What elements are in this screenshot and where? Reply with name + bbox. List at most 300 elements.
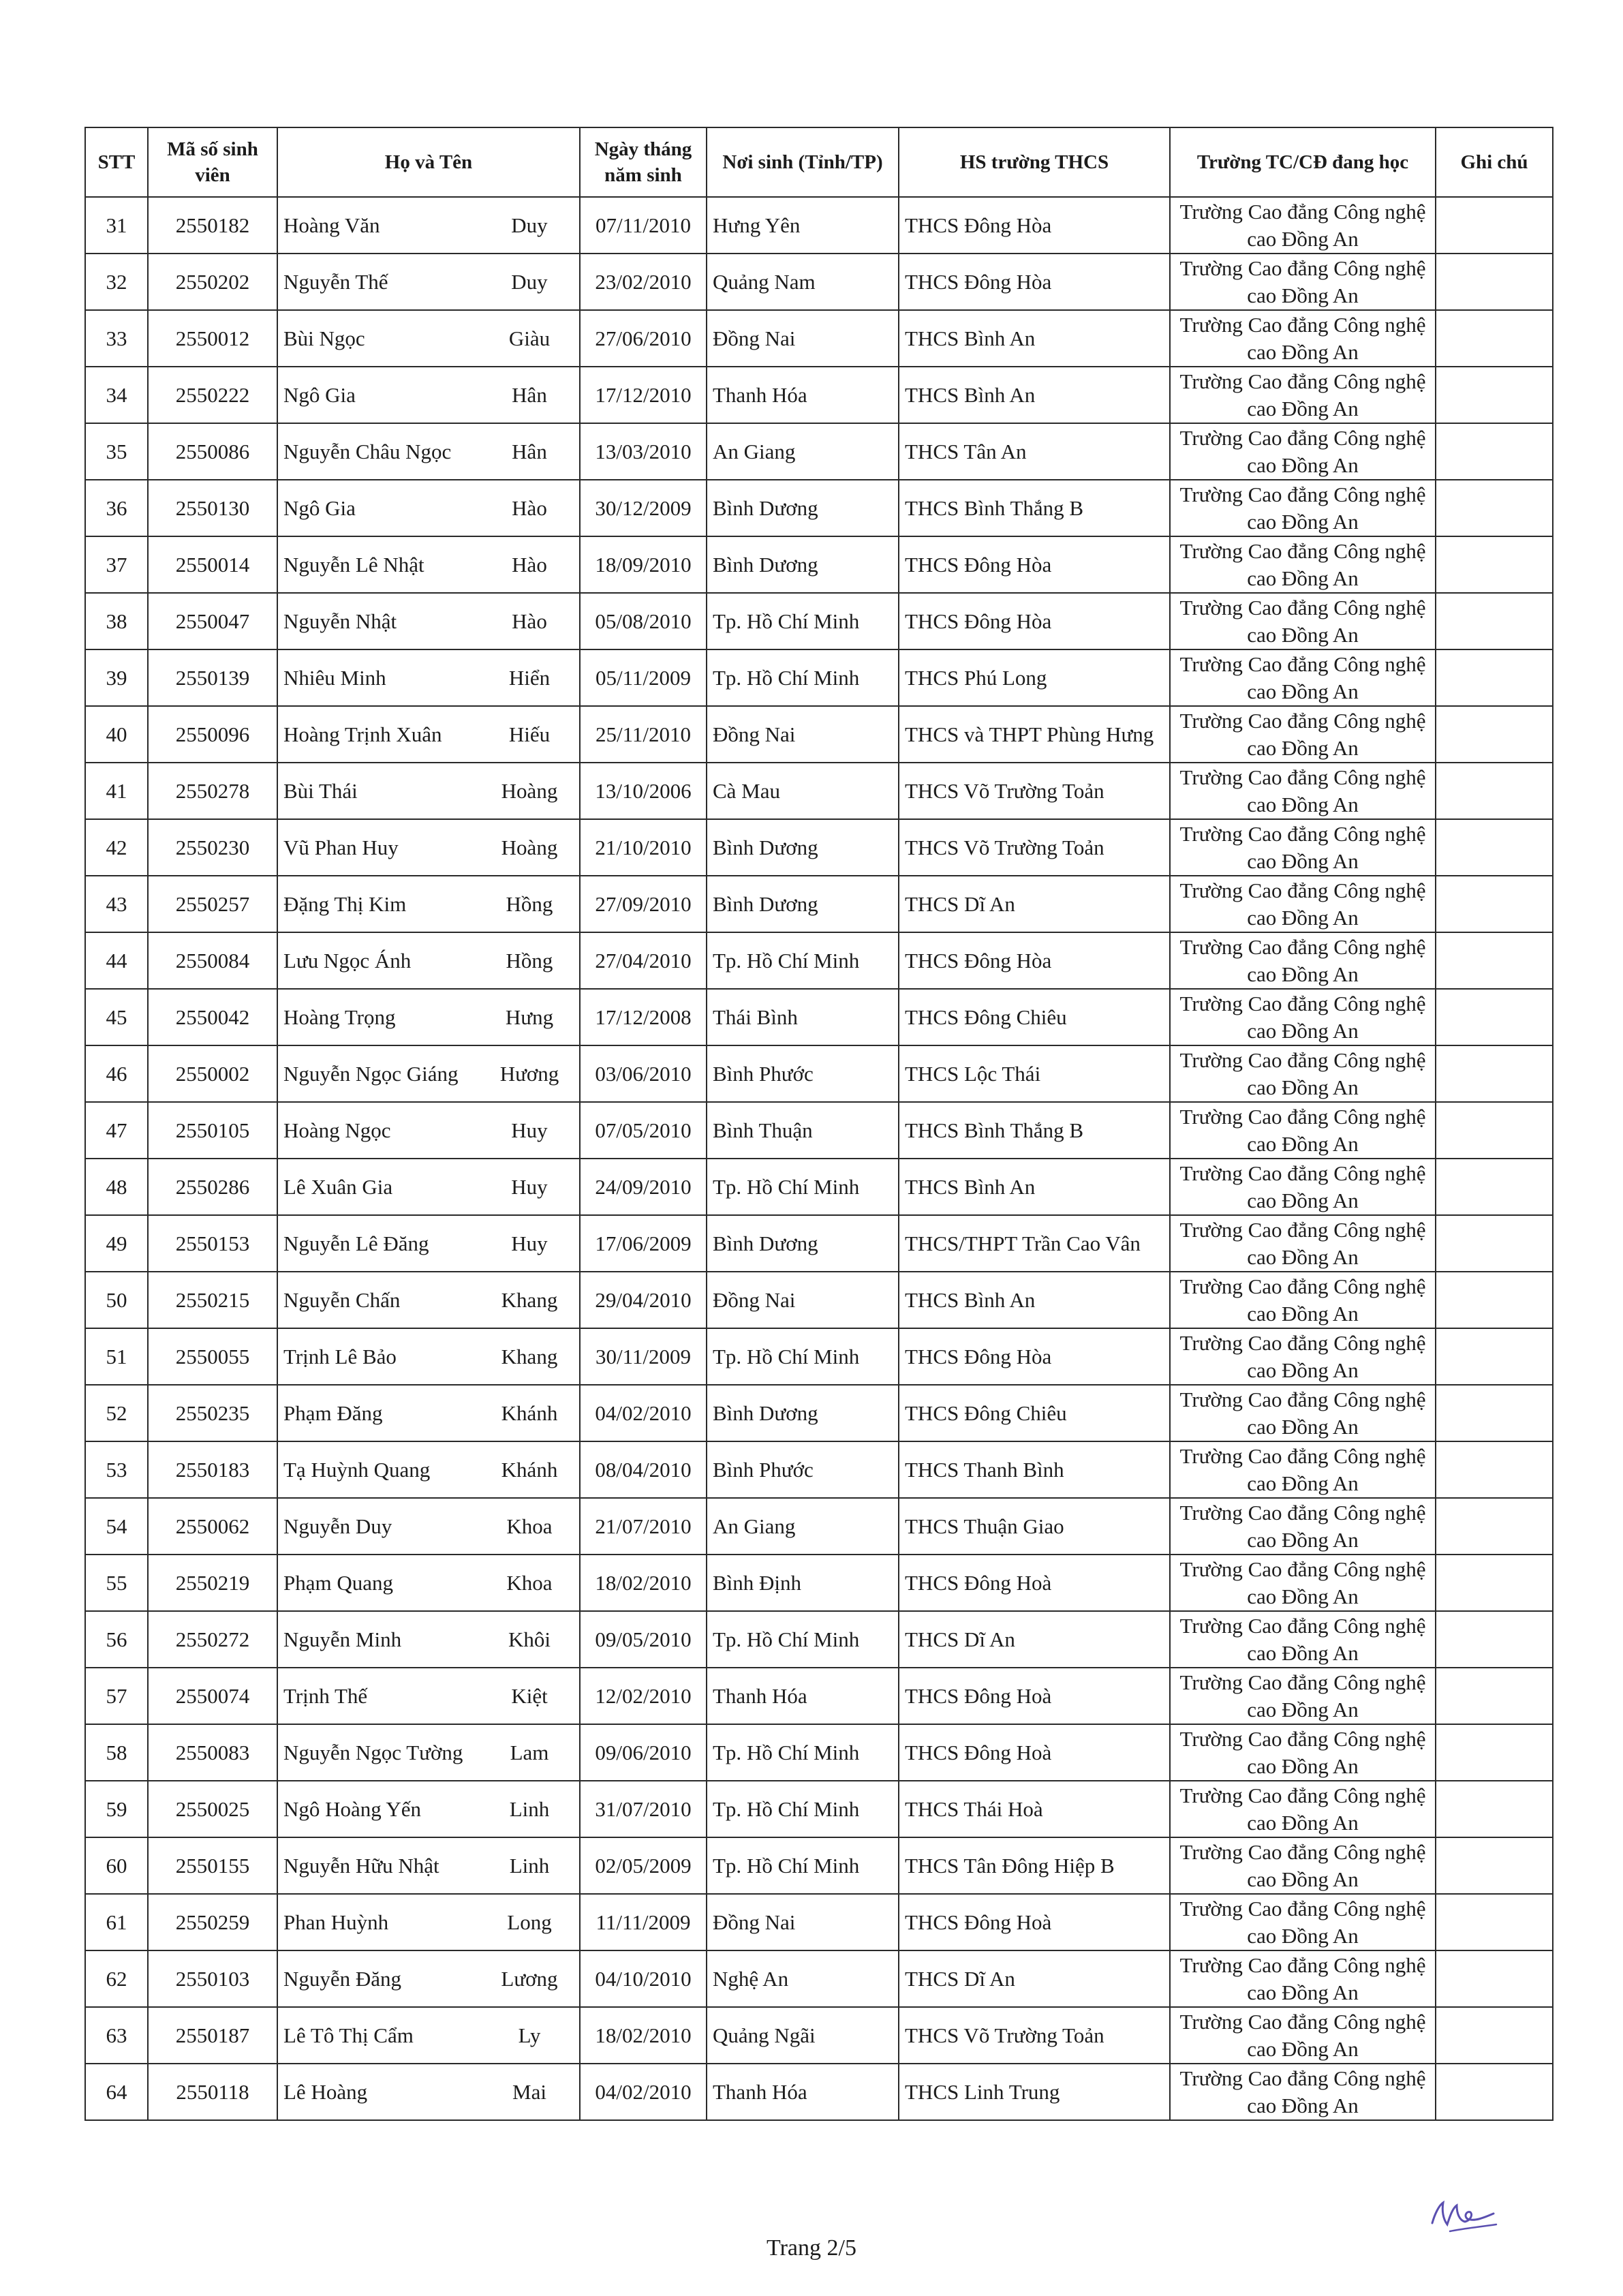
cell-middle-school: THCS Tân Đông Hiệp B [899, 1837, 1170, 1894]
cell-given-name: Duy [511, 213, 548, 237]
cell-given-name: Mai [512, 2079, 546, 2104]
table-header [85, 127, 1553, 197]
cell-stt: 43 [85, 876, 148, 932]
cell-student-id: 2550083 [148, 1724, 277, 1781]
table-row [85, 1498, 1553, 1555]
cell-notes [1436, 1724, 1553, 1781]
cell-notes [1436, 1837, 1553, 1894]
cell-family-name: Ngô Hoàng Yến [283, 1796, 422, 1821]
cell-stt: 39 [85, 649, 148, 706]
cell-birth-date: 23/02/2010 [580, 254, 707, 310]
cell-birth-date: 27/06/2010 [580, 310, 707, 367]
name-wrapper [283, 666, 574, 690]
cell-stt: 35 [85, 423, 148, 480]
cell-current-school: Trường Cao đẳng Công nghệ cao Đồng An [1170, 367, 1436, 423]
cell-student-id: 2550230 [148, 819, 277, 876]
cell-family-name: Phạm Đăng [283, 1400, 383, 1425]
cell-notes [1436, 1498, 1553, 1555]
cell-birth-date: 12/02/2010 [580, 1668, 707, 1724]
cell-student-id: 2550257 [148, 876, 277, 932]
cell-current-school: Trường Cao đẳng Công nghệ cao Đồng An [1170, 706, 1436, 763]
cell-given-name: Lương [501, 1966, 558, 1991]
name-wrapper [283, 1967, 574, 1991]
cell-notes [1436, 1894, 1553, 1950]
cell-given-name: Hân [512, 439, 547, 463]
cell-student-id: 2550202 [148, 254, 277, 310]
cell-given-name: Hiển [508, 665, 551, 690]
cell-birth-date: 18/09/2010 [580, 536, 707, 593]
header-stt: STT [85, 127, 148, 197]
name-wrapper [283, 1118, 574, 1143]
cell-student-id: 2550074 [148, 1668, 277, 1724]
cell-birth-date: 04/02/2010 [580, 1385, 707, 1441]
cell-birth-date: 07/05/2010 [580, 1102, 707, 1159]
cell-stt: 37 [85, 536, 148, 593]
cell-birth-place: Bình Dương [707, 819, 899, 876]
cell-stt: 41 [85, 763, 148, 819]
cell-student-id: 2550012 [148, 310, 277, 367]
cell-birth-place: Bình Dương [707, 1215, 899, 1272]
cell-given-name: Hương [499, 1061, 559, 1086]
cell-family-name: Lê Hoàng [283, 2079, 368, 2104]
cell-current-school: Trường Cao đẳng Công nghệ cao Đồng An [1170, 1441, 1436, 1498]
cell-full-name [277, 367, 580, 423]
cell-current-school: Trường Cao đẳng Công nghệ cao Đồng An [1170, 1272, 1436, 1328]
cell-middle-school: THCS Đông Chiêu [899, 1385, 1170, 1441]
name-wrapper [283, 1684, 574, 1709]
cell-current-school: Trường Cao đẳng Công nghệ cao Đồng An [1170, 1555, 1436, 1611]
table-row [85, 254, 1553, 310]
cell-student-id: 2550278 [148, 763, 277, 819]
cell-current-school: Trường Cao đẳng Công nghệ cao Đồng An [1170, 1894, 1436, 1950]
cell-student-id: 2550235 [148, 1385, 277, 1441]
cell-full-name [277, 1215, 580, 1272]
cell-notes [1436, 254, 1553, 310]
cell-middle-school: THCS Đông Hoà [899, 1894, 1170, 1950]
cell-given-name: Khang [501, 1344, 558, 1368]
cell-family-name: Tạ Huỳnh Quang [283, 1457, 431, 1482]
cell-birth-place: Tp. Hồ Chí Minh [707, 932, 899, 989]
cell-current-school: Trường Cao đẳng Công nghệ cao Đồng An [1170, 1498, 1436, 1555]
cell-stt: 63 [85, 2007, 148, 2064]
cell-birth-date: 13/03/2010 [580, 423, 707, 480]
cell-current-school: Trường Cao đẳng Công nghệ cao Đồng An [1170, 480, 1436, 536]
cell-middle-school: THCS Đông Hoà [899, 1555, 1170, 1611]
cell-full-name [277, 1724, 580, 1781]
header-middle-school: HS trường THCS [899, 127, 1170, 197]
cell-notes [1436, 1611, 1553, 1668]
cell-family-name: Hoàng Ngọc [283, 1118, 391, 1142]
name-wrapper [283, 1910, 574, 1935]
cell-birth-date: 07/11/2010 [580, 197, 707, 254]
name-wrapper [283, 383, 574, 408]
cell-stt: 50 [85, 1272, 148, 1328]
cell-middle-school: THCS Đông Hoà [899, 1724, 1170, 1781]
cell-middle-school: THCS Bình An [899, 1159, 1170, 1215]
cell-student-id: 2550182 [148, 197, 277, 254]
cell-student-id: 2550219 [148, 1555, 277, 1611]
table-row [85, 1045, 1553, 1102]
cell-student-id: 2550047 [148, 593, 277, 649]
cell-notes [1436, 1159, 1553, 1215]
cell-family-name: Nguyễn Lê Đăng [283, 1231, 429, 1255]
table-row [85, 197, 1553, 254]
cell-middle-school: THCS Đông Hòa [899, 254, 1170, 310]
cell-birth-place: Bình Phước [707, 1441, 899, 1498]
cell-given-name: Khoa [506, 1570, 553, 1595]
table-row [85, 1724, 1553, 1781]
table-row [85, 989, 1553, 1045]
cell-current-school: Trường Cao đẳng Công nghệ cao Đồng An [1170, 310, 1436, 367]
cell-notes [1436, 1668, 1553, 1724]
cell-birth-place: Tp. Hồ Chí Minh [707, 593, 899, 649]
cell-birth-date: 21/07/2010 [580, 1498, 707, 1555]
page-number: Trang 2/5 [767, 2235, 856, 2261]
cell-birth-date: 29/04/2010 [580, 1272, 707, 1328]
cell-given-name: Hoàng [501, 778, 558, 803]
cell-family-name: Nguyễn Minh [283, 1627, 402, 1651]
name-wrapper [283, 892, 574, 917]
cell-full-name [277, 310, 580, 367]
cell-family-name: Hoàng Trịnh Xuân [283, 722, 442, 746]
cell-birth-place: Đồng Nai [707, 310, 899, 367]
cell-notes [1436, 1441, 1553, 1498]
cell-current-school: Trường Cao đẳng Công nghệ cao Đồng An [1170, 2007, 1436, 2064]
cell-notes [1436, 1102, 1553, 1159]
table-row [85, 1668, 1553, 1724]
cell-birth-date: 05/08/2010 [580, 593, 707, 649]
cell-birth-place: Thái Bình [707, 989, 899, 1045]
name-wrapper [283, 1854, 574, 1878]
cell-current-school: Trường Cao đẳng Công nghệ cao Đồng An [1170, 819, 1436, 876]
cell-stt: 33 [85, 310, 148, 367]
cell-given-name: Hào [512, 609, 547, 633]
table-row [85, 1781, 1553, 1837]
header-full-name: Họ và Tên [277, 127, 580, 197]
cell-middle-school: THCS Đông Hòa [899, 932, 1170, 989]
cell-full-name [277, 1781, 580, 1837]
cell-full-name [277, 1385, 580, 1441]
cell-student-id: 2550096 [148, 706, 277, 763]
cell-birth-place: An Giang [707, 423, 899, 480]
cell-birth-date: 30/12/2009 [580, 480, 707, 536]
table-row [85, 1950, 1553, 2007]
header-current-school: Trường TC/CĐ đang học [1170, 127, 1436, 197]
cell-birth-place: Bình Dương [707, 480, 899, 536]
cell-stt: 48 [85, 1159, 148, 1215]
cell-birth-place: Quảng Nam [707, 254, 899, 310]
cell-birth-date: 11/11/2009 [580, 1894, 707, 1950]
table-row [85, 1215, 1553, 1272]
cell-family-name: Lê Xuân Gia [283, 1174, 393, 1199]
cell-stt: 40 [85, 706, 148, 763]
cell-notes [1436, 367, 1553, 423]
cell-stt: 64 [85, 2064, 148, 2120]
cell-full-name [277, 1668, 580, 1724]
table-row [85, 367, 1553, 423]
cell-birth-place: Thanh Hóa [707, 1668, 899, 1724]
cell-full-name [277, 1950, 580, 2007]
cell-birth-date: 27/09/2010 [580, 876, 707, 932]
cell-family-name: Lê Tô Thị Cẩm [283, 2023, 414, 2047]
cell-birth-date: 24/09/2010 [580, 1159, 707, 1215]
cell-full-name [277, 536, 580, 593]
cell-family-name: Nguyễn Châu Ngọc [283, 439, 452, 463]
cell-middle-school: THCS Đông Chiêu [899, 989, 1170, 1045]
cell-current-school: Trường Cao đẳng Công nghệ cao Đồng An [1170, 536, 1436, 593]
cell-current-school: Trường Cao đẳng Công nghệ cao Đồng An [1170, 423, 1436, 480]
cell-given-name: Khoa [506, 1514, 553, 1538]
table-body [85, 197, 1553, 2120]
cell-given-name: Khánh [501, 1457, 558, 1482]
cell-notes [1436, 197, 1553, 254]
cell-notes [1436, 989, 1553, 1045]
cell-given-name: Hưng [505, 1005, 554, 1029]
cell-stt: 45 [85, 989, 148, 1045]
cell-student-id: 2550139 [148, 649, 277, 706]
cell-stt: 59 [85, 1781, 148, 1837]
cell-notes [1436, 1045, 1553, 1102]
header-birth-date: Ngày tháng năm sinh [580, 127, 707, 197]
cell-current-school: Trường Cao đẳng Công nghệ cao Đồng An [1170, 932, 1436, 989]
cell-stt: 47 [85, 1102, 148, 1159]
cell-student-id: 2550014 [148, 536, 277, 593]
cell-given-name: Ly [518, 2023, 541, 2047]
cell-student-id: 2550187 [148, 2007, 277, 2064]
cell-given-name: Hân [512, 382, 547, 407]
name-wrapper [283, 1288, 574, 1313]
name-wrapper [283, 1741, 574, 1765]
cell-stt: 42 [85, 819, 148, 876]
table-row [85, 1272, 1553, 1328]
table-row [85, 480, 1553, 536]
cell-birth-place: Thanh Hóa [707, 2064, 899, 2120]
cell-stt: 60 [85, 1837, 148, 1894]
cell-current-school: Trường Cao đẳng Công nghệ cao Đồng An [1170, 1215, 1436, 1272]
name-wrapper [283, 722, 574, 747]
cell-student-id: 2550002 [148, 1045, 277, 1102]
cell-stt: 46 [85, 1045, 148, 1102]
cell-birth-place: Đồng Nai [707, 706, 899, 763]
cell-middle-school: THCS/THPT Trần Cao Vân [899, 1215, 1170, 1272]
cell-family-name: Nguyễn Ngọc Tường [283, 1740, 463, 1764]
cell-stt: 62 [85, 1950, 148, 2007]
cell-birth-date: 08/04/2010 [580, 1441, 707, 1498]
cell-middle-school: THCS Phú Long [899, 649, 1170, 706]
cell-birth-date: 09/06/2010 [580, 1724, 707, 1781]
name-wrapper [283, 1175, 574, 1199]
name-wrapper [283, 1571, 574, 1595]
cell-notes [1436, 1781, 1553, 1837]
table-row [85, 1555, 1553, 1611]
cell-student-id: 2550215 [148, 1272, 277, 1328]
cell-full-name [277, 1498, 580, 1555]
table-row [85, 819, 1553, 876]
cell-middle-school: THCS Võ Trường Toản [899, 2007, 1170, 2064]
cell-current-school: Trường Cao đẳng Công nghệ cao Đồng An [1170, 989, 1436, 1045]
table-row [85, 593, 1553, 649]
name-wrapper [283, 496, 574, 521]
table-row [85, 536, 1553, 593]
cell-current-school: Trường Cao đẳng Công nghệ cao Đồng An [1170, 876, 1436, 932]
cell-middle-school: THCS Bình An [899, 310, 1170, 367]
cell-given-name: Khang [501, 1287, 558, 1312]
cell-given-name: Hào [512, 495, 547, 520]
cell-birth-place: Quảng Ngãi [707, 2007, 899, 2064]
cell-current-school: Trường Cao đẳng Công nghệ cao Đồng An [1170, 1781, 1436, 1837]
cell-student-id: 2550103 [148, 1950, 277, 2007]
table-row [85, 876, 1553, 932]
cell-current-school: Trường Cao đẳng Công nghệ cao Đồng An [1170, 1837, 1436, 1894]
cell-birth-date: 04/10/2010 [580, 1950, 707, 2007]
table-row [85, 310, 1553, 367]
cell-stt: 38 [85, 593, 148, 649]
cell-full-name [277, 197, 580, 254]
cell-full-name [277, 932, 580, 989]
cell-middle-school: THCS Võ Trường Toản [899, 763, 1170, 819]
cell-birth-place: Tp. Hồ Chí Minh [707, 1328, 899, 1385]
cell-full-name [277, 1045, 580, 1102]
name-wrapper [283, 213, 574, 238]
table-row [85, 1441, 1553, 1498]
cell-full-name [277, 989, 580, 1045]
cell-birth-place: Bình Thuận [707, 1102, 899, 1159]
cell-birth-place: Thanh Hóa [707, 367, 899, 423]
cell-birth-date: 27/04/2010 [580, 932, 707, 989]
cell-birth-date: 03/06/2010 [580, 1045, 707, 1102]
name-wrapper [283, 609, 574, 634]
cell-notes [1436, 536, 1553, 593]
cell-student-id: 2550105 [148, 1102, 277, 1159]
cell-full-name [277, 2064, 580, 2120]
cell-given-name: Lam [510, 1740, 549, 1764]
cell-birth-date: 05/11/2009 [580, 649, 707, 706]
cell-student-id: 2550130 [148, 480, 277, 536]
cell-given-name: Hiếu [508, 722, 551, 746]
name-wrapper [283, 779, 574, 803]
table-row [85, 932, 1553, 989]
cell-student-id: 2550084 [148, 932, 277, 989]
cell-current-school: Trường Cao đẳng Công nghệ cao Đồng An [1170, 1159, 1436, 1215]
cell-notes [1436, 1950, 1553, 2007]
cell-family-name: Trịnh Thế [283, 1683, 368, 1708]
cell-full-name [277, 763, 580, 819]
cell-birth-place: Tp. Hồ Chí Minh [707, 1724, 899, 1781]
table-row [85, 763, 1553, 819]
cell-birth-date: 21/10/2010 [580, 819, 707, 876]
cell-birth-place: Cà Mau [707, 763, 899, 819]
cell-middle-school: THCS Đông Hòa [899, 593, 1170, 649]
cell-current-school: Trường Cao đẳng Công nghệ cao Đồng An [1170, 1611, 1436, 1668]
name-wrapper [283, 2080, 574, 2104]
header-birth-place: Nơi sinh (Tỉnh/TP) [707, 127, 899, 197]
cell-family-name: Nguyễn Lê Nhật [283, 552, 424, 577]
cell-current-school: Trường Cao đẳng Công nghệ cao Đồng An [1170, 197, 1436, 254]
cell-student-id: 2550118 [148, 2064, 277, 2120]
cell-birth-date: 30/11/2009 [580, 1328, 707, 1385]
cell-middle-school: THCS Đông Hòa [899, 536, 1170, 593]
header-notes: Ghi chú [1436, 127, 1553, 197]
cell-given-name: Huy [511, 1231, 548, 1255]
cell-student-id: 2550086 [148, 423, 277, 480]
cell-family-name: Nguyễn Ngọc Giáng [283, 1061, 459, 1086]
handwritten-initials [1423, 2193, 1504, 2241]
table-row [85, 423, 1553, 480]
name-wrapper [283, 1797, 574, 1822]
cell-family-name: Nhiêu Minh [283, 665, 386, 690]
cell-stt: 55 [85, 1555, 148, 1611]
cell-full-name [277, 480, 580, 536]
cell-middle-school: THCS Thuận Giao [899, 1498, 1170, 1555]
cell-full-name [277, 254, 580, 310]
cell-birth-place: Bình Dương [707, 536, 899, 593]
cell-family-name: Hoàng Văn [283, 213, 380, 237]
cell-given-name: Huy [511, 1118, 548, 1142]
cell-notes [1436, 480, 1553, 536]
cell-birth-place: Bình Dương [707, 1385, 899, 1441]
cell-middle-school: THCS Thanh Bình [899, 1441, 1170, 1498]
cell-middle-school: THCS và THPT Phùng Hưng [899, 706, 1170, 763]
cell-stt: 61 [85, 1894, 148, 1950]
cell-birth-date: 09/05/2010 [580, 1611, 707, 1668]
table-row [85, 1611, 1553, 1668]
cell-family-name: Phạm Quang [283, 1570, 394, 1595]
cell-full-name [277, 819, 580, 876]
name-wrapper [283, 326, 574, 351]
cell-birth-place: Đồng Nai [707, 1894, 899, 1950]
cell-given-name: Linh [509, 1853, 550, 1878]
cell-given-name: Hào [512, 552, 547, 577]
cell-notes [1436, 706, 1553, 763]
cell-middle-school: THCS Bình An [899, 367, 1170, 423]
cell-birth-date: 13/10/2006 [580, 763, 707, 819]
cell-birth-place: Tp. Hồ Chí Minh [707, 1837, 899, 1894]
cell-full-name [277, 423, 580, 480]
cell-middle-school: THCS Đông Hoà [899, 1668, 1170, 1724]
cell-birth-date: 18/02/2010 [580, 2007, 707, 2064]
table-row [85, 1385, 1553, 1441]
cell-notes [1436, 649, 1553, 706]
cell-student-id: 2550025 [148, 1781, 277, 1837]
cell-stt: 52 [85, 1385, 148, 1441]
table-row [85, 1837, 1553, 1894]
cell-full-name [277, 1328, 580, 1385]
cell-given-name: Kiệt [511, 1683, 548, 1708]
cell-family-name: Bùi Ngọc [283, 326, 365, 350]
cell-birth-place: Bình Dương [707, 876, 899, 932]
cell-current-school: Trường Cao đẳng Công nghệ cao Đồng An [1170, 1102, 1436, 1159]
cell-stt: 34 [85, 367, 148, 423]
cell-full-name [277, 1611, 580, 1668]
cell-stt: 51 [85, 1328, 148, 1385]
cell-student-id: 2550155 [148, 1837, 277, 1894]
cell-birth-date: 04/02/2010 [580, 2064, 707, 2120]
cell-middle-school: THCS Bình An [899, 1272, 1170, 1328]
cell-current-school: Trường Cao đẳng Công nghệ cao Đồng An [1170, 1045, 1436, 1102]
cell-notes [1436, 2064, 1553, 2120]
cell-stt: 54 [85, 1498, 148, 1555]
cell-family-name: Nguyễn Duy [283, 1514, 392, 1538]
cell-notes [1436, 1215, 1553, 1272]
cell-family-name: Nguyễn Nhật [283, 609, 397, 633]
cell-middle-school: THCS Dĩ An [899, 876, 1170, 932]
cell-birth-place: Bình Phước [707, 1045, 899, 1102]
cell-current-school: Trường Cao đẳng Công nghệ cao Đồng An [1170, 593, 1436, 649]
cell-current-school: Trường Cao đẳng Công nghệ cao Đồng An [1170, 254, 1436, 310]
cell-family-name: Đặng Thị Kim [283, 891, 407, 916]
cell-full-name [277, 706, 580, 763]
cell-notes [1436, 876, 1553, 932]
